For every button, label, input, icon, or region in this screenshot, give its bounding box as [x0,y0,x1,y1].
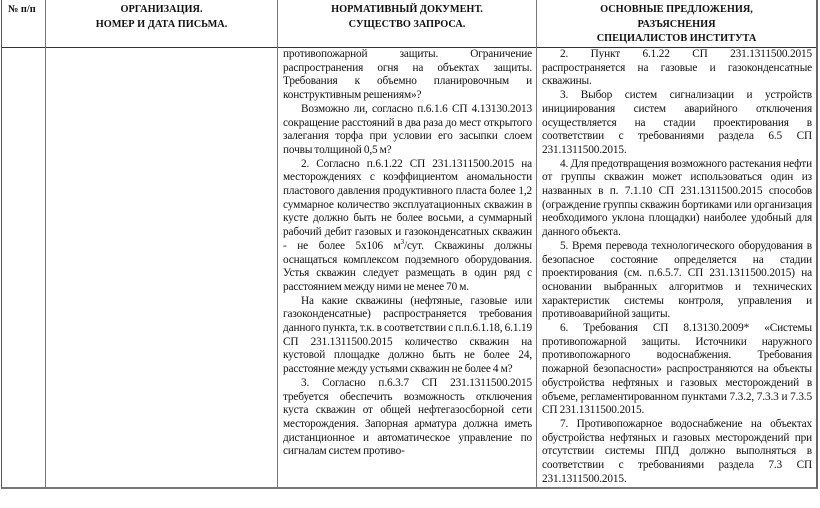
request-paragraph [283,158,532,295]
header-document [278,0,536,48]
column-organization [46,0,278,487]
header-answers-line: РАЗЪЯСНЕНИЯ [637,18,716,30]
cell-request [278,48,536,459]
document-table [1,0,818,489]
header-number-line: № п/п [8,4,36,15]
cell-answers [537,48,816,487]
header-organization [46,0,277,48]
header-answers [537,0,816,48]
header-answers-line: ОСНОВНЫЕ ПРЕДЛОЖЕНИЯ, [600,4,753,15]
answer-paragraph: 5. Время перевода технологического оборудования в безопасное состояние определяется на стадии проектирования (см. п.6.5.7. СП 231.1311500.2015) на основании выбранных алгоритмов и технических характеристик системы контроля, управления и противоаварийной защиты. [542,239,812,321]
superscript-cubic: 3 [400,238,404,247]
answer-paragraph: 4. Для предотвращения возможного растекания нефти от группы скважин может использоваться один из названных в п. 7.1.10 СП 231.1311500.2015 способов (ограждение группы скважин бортиками или организация необходимого уклона площадки) наиболее удобный для данного объекта. [542,157,812,239]
header-document-line: СУЩЕСТВО ЗАПРОСА. [348,18,466,30]
header-organization-line: НОМЕР И ДАТА ПИСЬМА. [95,18,228,30]
request-paragraph: 3. Согласно п.6.3.7 СП 231.1311500.2015 требуется обеспечить возможность отключения куста скважин от общей нефтегазосборной сети месторождения. Запорная арматура должна иметь дистанционное и автоматическое управление по сигналам систем противо- [283,376,532,458]
request-paragraph: противопожарной защиты. Ограничение распространения огня на объектах защиты. Требования к объемно планировочным и конструктивным решениям»? [283,48,532,102]
header-answers-line: СПЕЦИАЛИСТОВ ИНСТИТУТА [596,33,757,44]
answer-paragraph: 6. Требования СП 8.13130.2009* «Системы противопожарной защиты. Источники наружного противопожарного водоснабжения. Требования пожарной безопасности» распространяются на объекты обустройства нефтяных и газовых месторождений в объеме, регламентированном пунктами 7.3.2, 7.3.3 и 7.3.5 СП 231.1311500.2015. [542,322,812,417]
request-text: /сут. Скважины должны оснащаться комплексом подземного оборудования. Устья скважин следует размещать в один ряд с расстоянием между ними не менее 70 м. [283,239,532,293]
column-answers [537,0,816,487]
request-paragraph: Возможно ли, согласно п.6.1.6 СП 4.13130.2013 сокращение расстояний в два раза до мест открытого залегания торфа при условии его засыпки слоем почвы толщиной 0,5 м? [283,102,532,156]
answer-paragraph: 3. Выбор систем сигнализации и устройств инициирования систем аварийного отключения осуществляется на стадии проектирования в соответствии с требованиями раздела 6.5 СП 231.1311500.2015. [542,89,812,156]
answer-paragraph: 2. Пункт 6.1.22 СП 231.1311500.2015 распространяется на газовые и газоконденсатные скважины. [542,48,812,88]
answer-paragraph: 7. Противопожарное водоснабжение на объектах обустройства нефтяных и газовых месторождений при отсутствии системы ППД должно выполняться в соответствии с требованиями раздела 7.3 СП 231.1311500.2015. [542,417,812,485]
header-number [2,0,45,48]
column-document [278,0,537,487]
header-organization-line: ОРГАНИЗАЦИЯ. [120,4,203,15]
request-text: 2. Согласно п.6.1.22 СП 231.1311500.2015 на месторождениях с коэффициентом аномальности пластового давления продуктивного пласта более 1,2 суммарное количество эксплуатационных скважин в кусте должно быть не более восьми, а суммарный рабочий дебит газовых и газоконденсатных скважин - не более 5х106 м [283,157,532,252]
column-number [2,0,46,487]
header-document-line: НОРМАТИВНЫЙ ДОКУМЕНТ. [331,4,483,15]
request-paragraph: На какие скважины (нефтяные, газовые или газоконденсатные) распространяется требования данного пункта, т.к. в соответствии с п.п.6.1.18, 6.1.19 СП 231.1311500.2015 количество скважин на кустовой площадке должно быть не более 24, расстояние между устьями скважин не более 4 м? [283,294,532,376]
